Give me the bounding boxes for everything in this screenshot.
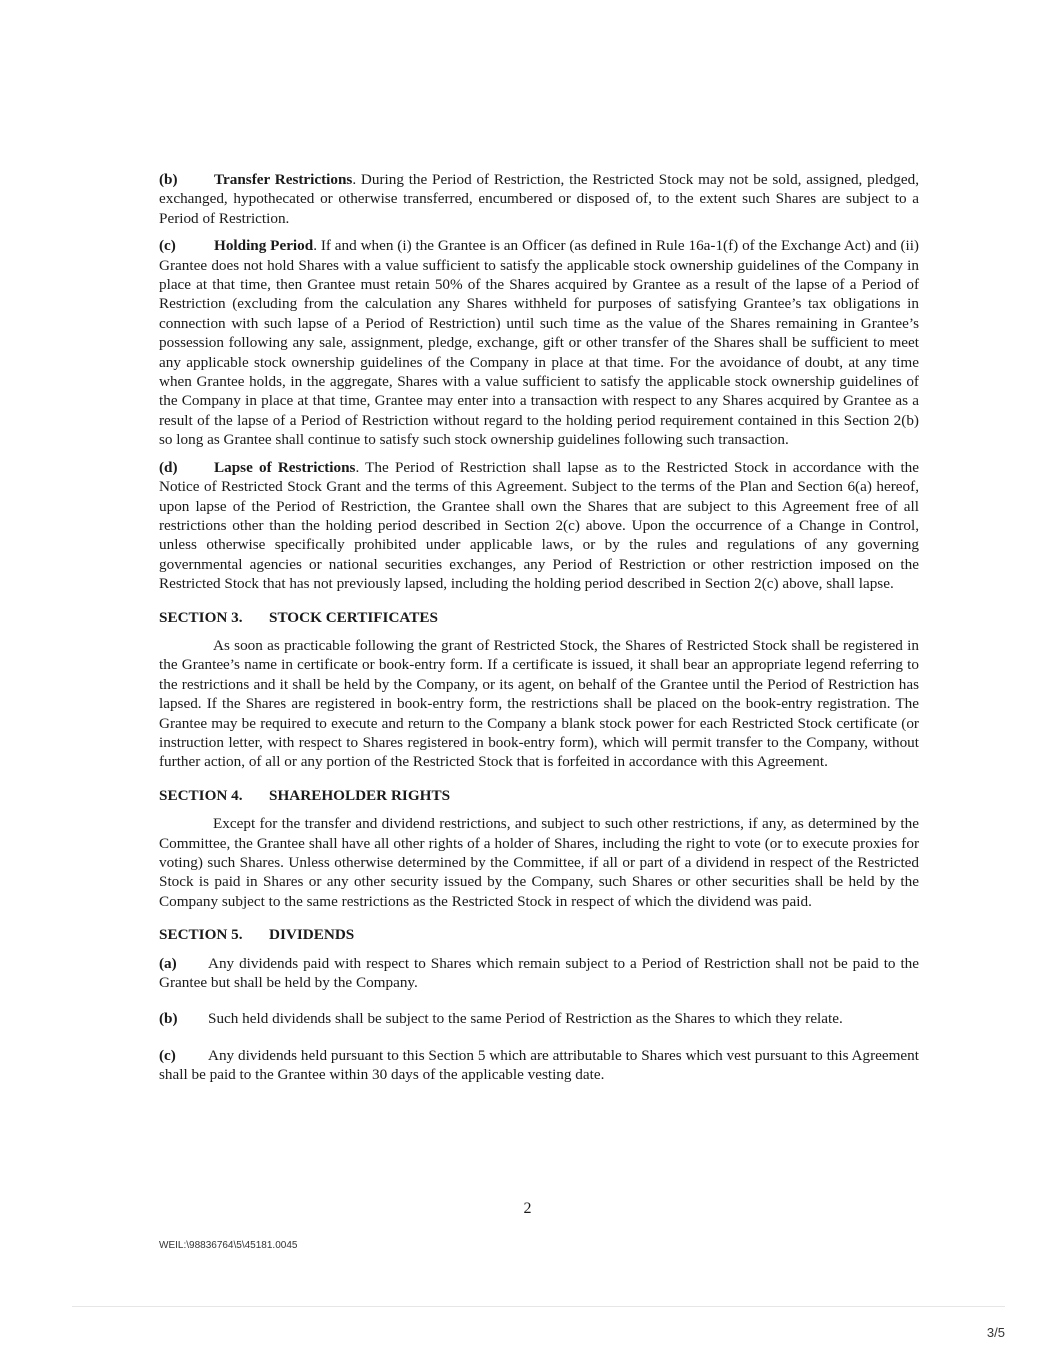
paragraph-transfer-restrictions	[159, 170, 919, 228]
paragraph-label: (c)	[159, 1046, 176, 1064]
paragraph-label: (b)	[159, 1010, 178, 1028]
paragraph-text: . During the Period of Restriction, the Restricted Stock may not be sold, assigned, pledged, exchanged, hypothecated or otherwise transferred, encumbered or disposed of, to the extent such Shares are subject to a Period of Restriction.	[159, 171, 919, 227]
paragraph-text: Any dividends paid with respect to Shares which remain subject to a Period of Restriction shall not be paid to the Grantee but shall be held by the Company.	[159, 954, 919, 992]
section-number: SECTION 3.	[159, 608, 243, 626]
paragraph-holding-period	[159, 236, 919, 449]
section-5-heading	[159, 925, 919, 944]
section-5-paragraph-c	[159, 1046, 919, 1085]
paragraph-lapse-of-restrictions	[159, 458, 919, 594]
paragraph-text: . If and when (i) the Grantee is an Officer (as defined in Rule 16a-1(f) of the Exchange Act) and (ii) Grantee does not hold Shares with a value sufficient to satisfy the applicable stock ownership guidelines of the Company in place at that time, then Grantee must retain 50% of the Shares acquired by Grantee as a result of the lapse of a Period of Restriction (excluding from the calculation any Shares withheld for purposes of satisfying Grantee’s tax obligations in connection with such lapse of a Period of Restriction) until such time as the value of the Shares remaining in Grantee’s possession following any sale, assignment, pledge, exchange, gift or other transfer of the Shares shall be sufficient to meet any applicable stock ownership guidelines of the Company in place at that time. For the avoidance of doubt, at any time when Grantee holds, in the aggregate, Shares with a value sufficient to satisfy the applicable stock ownership guidelines of the Company in place at that time, Grantee may enter into a transaction with respect to any Shares acquired by Grantee as a result of the lapse of a Period of Restriction without regard to the holding period requirement contained in this Section 2(b) so long as Grantee shall continue to satisfy such stock ownership guidelines following such transaction.	[159, 237, 919, 449]
paragraph-label: (b)	[159, 171, 178, 188]
paragraph-title: Transfer Restrictions	[214, 171, 353, 188]
paragraph-text: Such held dividends shall be subject to the same Period of Restriction as the Shares to which they relate.	[208, 1010, 843, 1028]
document-body	[159, 170, 919, 1102]
section-title: DIVIDENDS	[269, 926, 355, 944]
section-3-text: As soon as practicable following the grant of Restricted Stock, the Shares of Restricted Stock shall be registered in the Grantee’s name in certificate or book-entry form. If a certificate is issued, it shall bear an appropriate legend referring to the restrictions and it shall be held by the Company, or its agent, on behalf of the Grantee until the Period of Restriction has lapsed. If the Shares are registered in book-entry form, the restrictions shall be placed on the book-entry registration. The Grantee may be required to execute and return to the Company a blank stock power for each Restricted Stock certificate (or instruction letter, with respect to Shares registered in book-entry form), which will permit transfer to the Company, without further action, of all or any portion of the Restricted Stock that is forfeited in accordance with this Agreement.	[159, 636, 919, 771]
section-title: STOCK CERTIFICATES	[269, 608, 438, 626]
section-number: SECTION 4.	[159, 786, 243, 804]
paragraph-title: Lapse of Restrictions	[214, 458, 356, 476]
page-divider	[72, 1306, 1005, 1307]
paragraph-title: Holding Period	[214, 237, 314, 255]
section-4-text: Except for the transfer and dividend restrictions, and subject to such other restrictions, if any, as determined by the Committee, the Grantee shall have all other rights of a holder of Shares, including the right to vote (or to execute proxies for voting) such Shares. Unless otherwise determined by the Committee, if all or part of a dividend in respect of the Restricted Stock is paid in Shares or any other security issued by the Company, such Shares or other securities shall be held by the Company subject to the same restrictions as the Restricted Stock in respect of which the dividend was paid.	[159, 815, 919, 910]
paragraph-text: Any dividends held pursuant to this Section 5 which are attributable to Shares which vest pursuant to this Agreement shall be paid to the Grantee within 30 days of the applicable vesting date.	[159, 1046, 919, 1084]
section-title: SHAREHOLDER RIGHTS	[269, 786, 451, 804]
section-5-paragraph-b	[159, 1009, 919, 1028]
paragraph-text: . The Period of Restriction shall lapse as to the Restricted Stock in accordance with the Notice of Restricted Stock Grant and the terms of this Agreement. Subject to the terms of the Plan and Section 6(a) hereof, upon lapse of the Period of Restriction, the Grantee shall own the Shares that are subject to this Agreement free of all restrictions other than the holding period described in Section 2(c) above. Upon the occurrence of a Change in Control, unless otherwise specifically prohibited under applicable laws, or by the rules and regulations of any governing governmental agencies or national securities exchanges, any Period of Restriction or other restriction imposed on the Restricted Stock that has not previously lapsed, including the holding period described in Section 2(c) above, shall lapse.	[159, 458, 919, 593]
section-5-paragraph-a	[159, 954, 919, 993]
page-number: 2	[523, 1200, 532, 1217]
page-counter: 3/5	[986, 1325, 1005, 1340]
section-4-heading	[159, 786, 919, 805]
document-id: WEIL:\98836764\5\45181.0045	[159, 1240, 298, 1251]
paragraph-label: (d)	[159, 458, 178, 476]
paragraph-label: (a)	[159, 954, 177, 972]
section-number: SECTION 5.	[159, 926, 243, 944]
section-3-heading	[159, 608, 919, 627]
paragraph-label: (c)	[159, 237, 176, 255]
